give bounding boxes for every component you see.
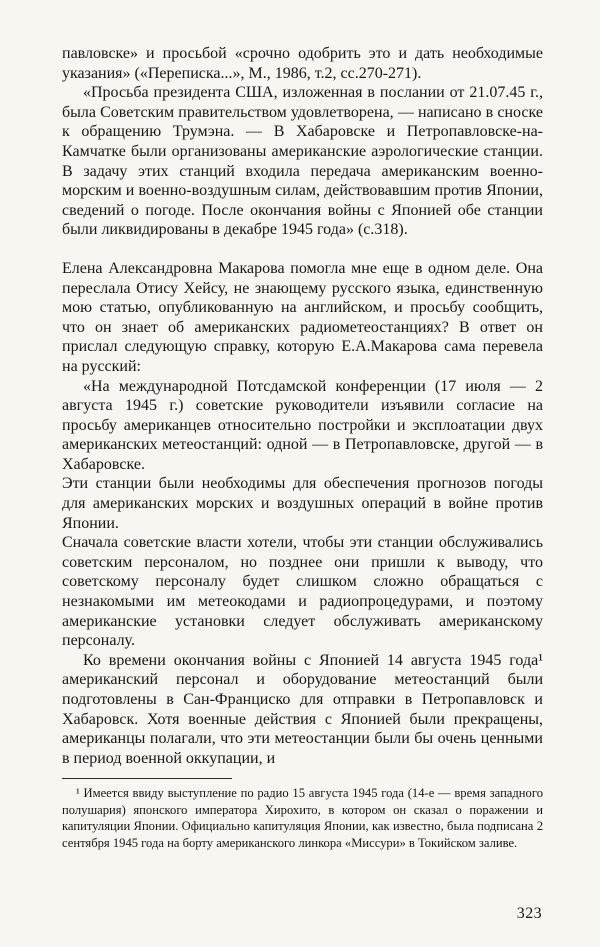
paragraph-personnel: Сначала советские власти хотели, чтобы эти станции обслуживались советским персоналом, но позднее они пришли к выводу, что советскому персоналу будет слишком сложно обращаться с незнакомыми им метеокодами и радиопроцедурами, и поэтому американские установки следует обслуживать американскому персоналу. xyxy=(62,534,543,650)
paragraph-continuation: павловске» и просьбой «срочно одобрить это и дать необходимые указания» («Переписка...», М., 1986, т.2, сс.270-271). xyxy=(62,45,543,82)
paragraph-makarova: Елена Александровна Макарова помогла мне еще в одном деле. Она переслала Отису Хейсу, не знающему русского языка, единственную мою статью, опубликованную на английском, и просьбу сообщить, что он знает об американских радиометеостанциях? В ответ он прислал следующую справку, которую Е.А.Макарова сама перевела на русский: xyxy=(62,259,543,375)
paragraph-stations-purpose: Эти станции были необходимы для обеспечения прогнозов погоды для американских морских и воздушных операций в войне против Японии. xyxy=(62,475,543,532)
page-number: 323 xyxy=(516,905,542,922)
footnote-text: ¹ Имеется ввиду выступление по радио 15 августа 1945 года (14-е — время западного полушария) японского императора Хирохито, в котором он сказал о поражении и капитуляции Японии. Официально капитуляция Японии, как известно, была подписана 2 сентября 1945 года на борту американского линкора «Миссури» в Токийском заливе. xyxy=(62,786,543,850)
footnote-block xyxy=(62,778,543,851)
paragraph-quote-truman-note: «Просьба президента США, изложенная в послании от 21.07.45 г., была Советским правительством удовлетворена, — написано в сноске к обращению Трумэна. — В Хабаровске и Петропавловске-на-Камчатке были организованы американские аэрологические станции. В задачу этих станций входила передача американским военно-морским и военно-воздушным силам, действовавшим против Японии, сведений о погоде. После окончания войны с Японией обе станции были ликвидированы в декабре 1945 года» (с.318). xyxy=(62,84,543,239)
paragraph-war-end: Ко времени окончания войны с Японией 14 августа 1945 года¹ американский персонал и оборудование метеостанций были подготовлены в Сан-Франциско для отправки в Петропавловск и Хабаровск. Хотя военные действия с Японией были прекращены, американцы полагали, что эти метеостанции были бы очень ценными в период военной оккупации, и xyxy=(62,651,543,767)
footnote-divider xyxy=(62,778,232,779)
paragraph-potsdam: «На международной Потсдамской конференции (17 июля — 2 августа 1945 г.) советские руководители изъявили согласие на просьбу американцев относительно постройки и эксплоатации двух американских метеостанций: одной — в Петропавловске, другой — в Хабаровске. xyxy=(62,377,543,473)
page-body xyxy=(62,44,543,768)
